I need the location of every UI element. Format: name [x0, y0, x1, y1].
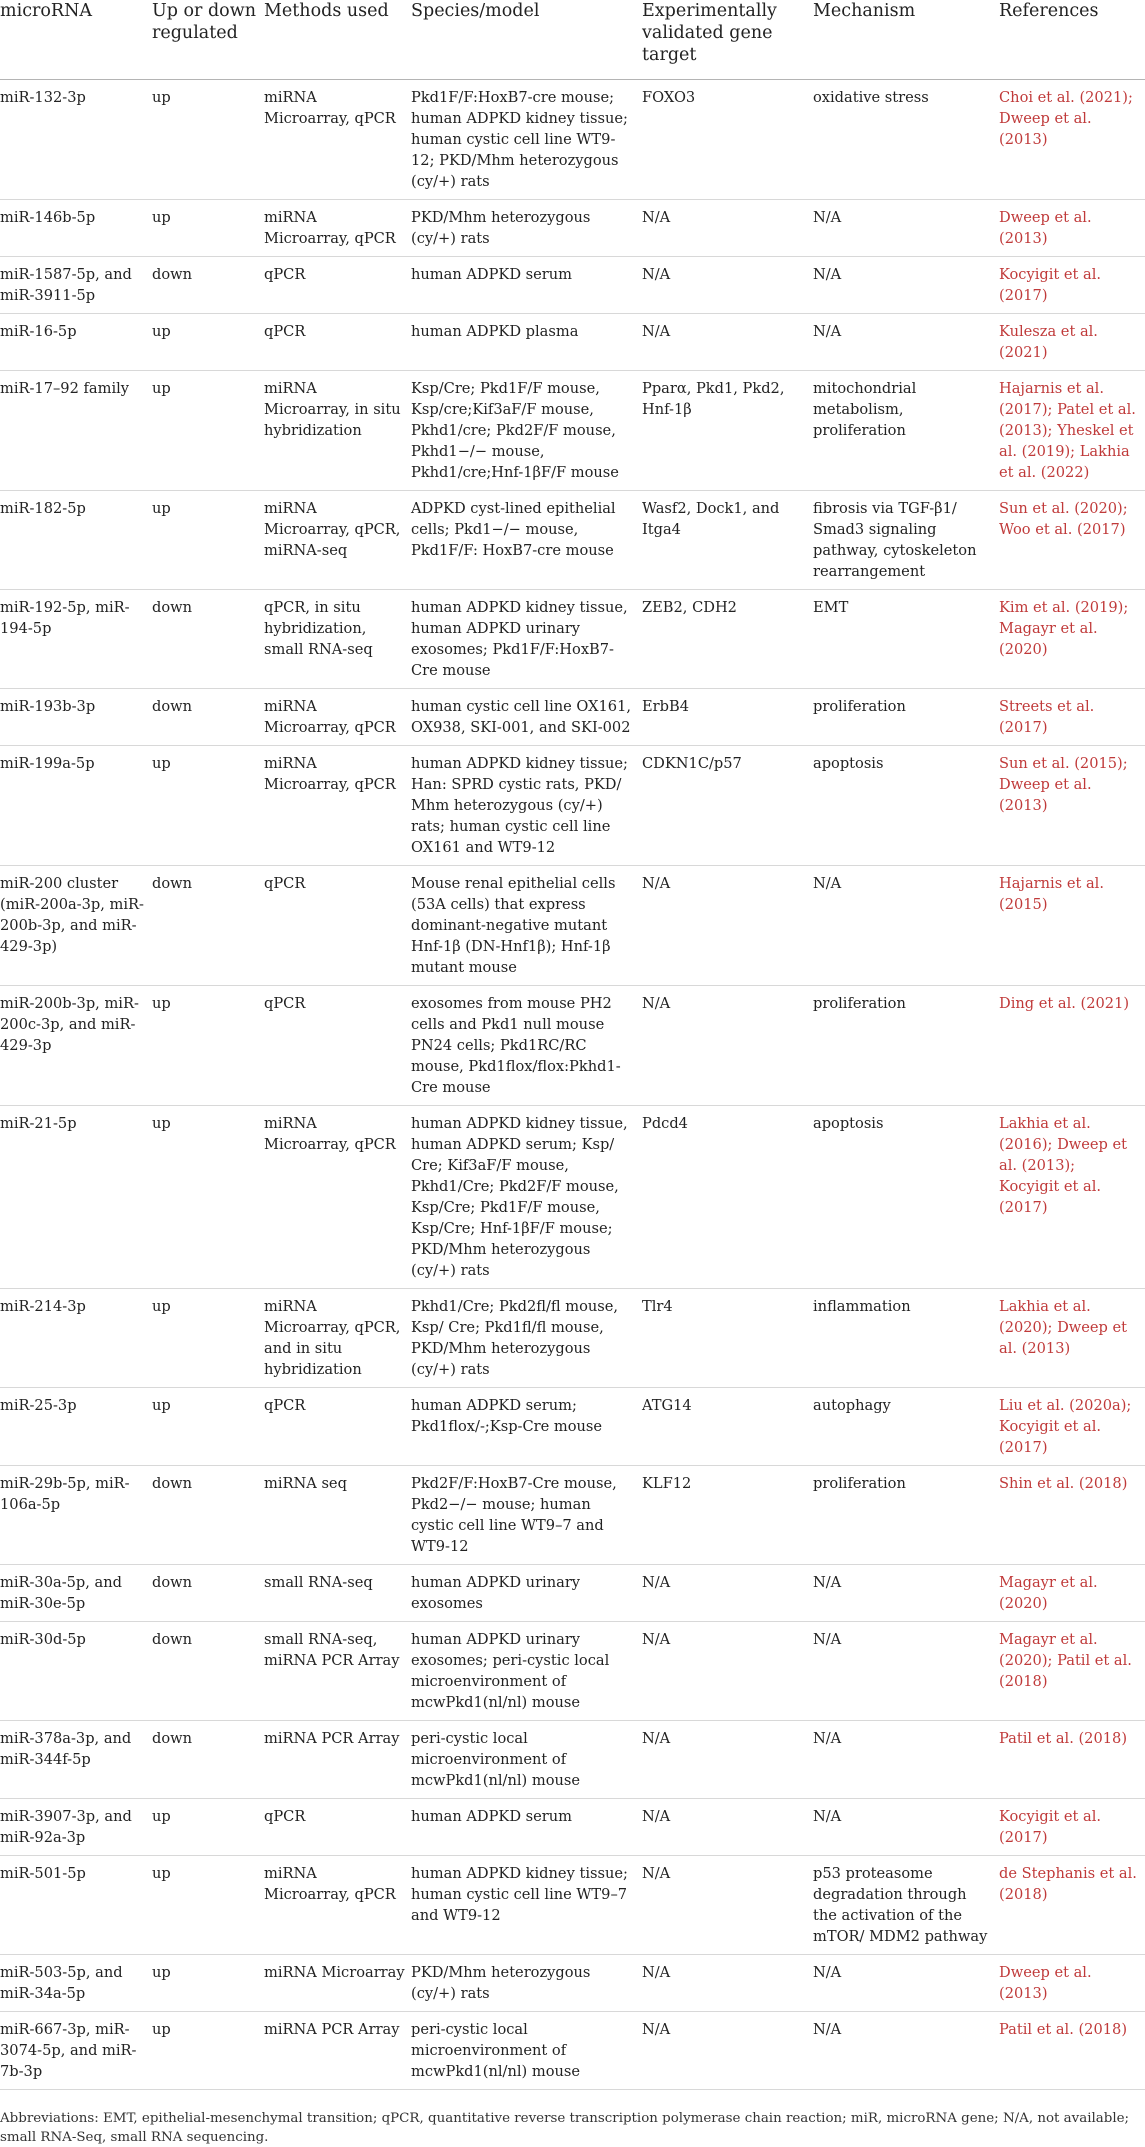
- header-species-model: Species/model: [411, 0, 642, 80]
- cell-gene-target: N/A: [642, 1955, 813, 2012]
- cell-methods: qPCR: [264, 257, 411, 314]
- cell-methods: qPCR, in situ hybridization, small RNA-seq: [264, 590, 411, 689]
- cell-references: Kocyigit et al. (2017): [999, 257, 1145, 314]
- cell-regulation: down: [152, 257, 264, 314]
- cell-mechanism: apoptosis: [813, 1106, 999, 1289]
- cell-regulation: down: [152, 689, 264, 746]
- cell-methods: miRNA PCR Array: [264, 2012, 411, 2090]
- cell-gene-target: N/A: [642, 1721, 813, 1799]
- cell-references: Hajarnis et al. (2017); Patel et al. (2013); Yheskel et al. (2019); Lakhia et al. (2022): [999, 371, 1145, 491]
- cell-regulation: up: [152, 314, 264, 371]
- table-row: [0, 1565, 1145, 1622]
- table-row: [0, 1955, 1145, 2012]
- header-methods: Methods used: [264, 0, 411, 80]
- cell-gene-target: ErbB4: [642, 689, 813, 746]
- cell-microrna: miR-3907-3p, and miR-92a-3p: [0, 1799, 152, 1856]
- cell-regulation: down: [152, 590, 264, 689]
- cell-methods: qPCR: [264, 986, 411, 1106]
- table-body: [0, 80, 1145, 2090]
- cell-gene-target: Pparα, Pkd1, Pkd2, Hnf-1β: [642, 371, 813, 491]
- cell-species-model: human ADPKD plasma: [411, 314, 642, 371]
- cell-regulation: up: [152, 1799, 264, 1856]
- cell-references: Lakhia et al. (2020); Dweep et al. (2013): [999, 1289, 1145, 1388]
- cell-methods: miRNA Microarray, in situ hybridization: [264, 371, 411, 491]
- cell-microrna: miR-29b-5p, miR-106a-5p: [0, 1466, 152, 1565]
- cell-references: Shin et al. (2018): [999, 1466, 1145, 1565]
- cell-gene-target: N/A: [642, 866, 813, 986]
- cell-regulation: up: [152, 1289, 264, 1388]
- cell-species-model: Mouse renal epithelial cells (53A cells) that express dominant-negative mutant Hnf-1β (DN-Hnf1β); Hnf-1β mutant mouse: [411, 866, 642, 986]
- table-row: [0, 746, 1145, 866]
- cell-methods: small RNA-seq: [264, 1565, 411, 1622]
- cell-species-model: human ADPKD urinary exosomes: [411, 1565, 642, 1622]
- cell-references: Hajarnis et al. (2015): [999, 866, 1145, 986]
- cell-methods: qPCR: [264, 866, 411, 986]
- cell-regulation: up: [152, 1955, 264, 2012]
- table-row: [0, 1721, 1145, 1799]
- table-row: [0, 257, 1145, 314]
- cell-references: Choi et al. (2021); Dweep et al. (2013): [999, 80, 1145, 200]
- cell-microrna: miR-132-3p: [0, 80, 152, 200]
- table-row: [0, 689, 1145, 746]
- cell-microrna: miR-192-5p, miR-194-5p: [0, 590, 152, 689]
- cell-mechanism: N/A: [813, 1955, 999, 2012]
- cell-references: Kulesza et al. (2021): [999, 314, 1145, 371]
- table-row: [0, 1388, 1145, 1466]
- cell-species-model: PKD/Mhm heterozygous (cy/+) rats: [411, 200, 642, 257]
- header-references: References: [999, 0, 1145, 80]
- cell-mechanism: N/A: [813, 1721, 999, 1799]
- cell-regulation: up: [152, 80, 264, 200]
- cell-microrna: miR-30d-5p: [0, 1622, 152, 1721]
- cell-mechanism: N/A: [813, 200, 999, 257]
- cell-gene-target: N/A: [642, 257, 813, 314]
- cell-regulation: up: [152, 746, 264, 866]
- cell-regulation: down: [152, 1622, 264, 1721]
- cell-gene-target: N/A: [642, 2012, 813, 2090]
- cell-mechanism: N/A: [813, 257, 999, 314]
- cell-microrna: miR-1587-5p, and miR-3911-5p: [0, 257, 152, 314]
- cell-gene-target: N/A: [642, 986, 813, 1106]
- cell-mechanism: N/A: [813, 1799, 999, 1856]
- cell-regulation: up: [152, 1856, 264, 1955]
- table-row: [0, 1856, 1145, 1955]
- cell-mechanism: oxidative stress: [813, 80, 999, 200]
- header-mechanism: Mechanism: [813, 0, 999, 80]
- cell-gene-target: ZEB2, CDH2: [642, 590, 813, 689]
- cell-references: Ding et al. (2021): [999, 986, 1145, 1106]
- cell-references: Dweep et al. (2013): [999, 200, 1145, 257]
- cell-methods: miRNA Microarray: [264, 1955, 411, 2012]
- table-footnote: [0, 2090, 1145, 2147]
- table-row: [0, 491, 1145, 590]
- cell-methods: miRNA Microarray, qPCR: [264, 689, 411, 746]
- cell-mechanism: proliferation: [813, 689, 999, 746]
- cell-species-model: human cystic cell line OX161, OX938, SKI-001, and SKI-002: [411, 689, 642, 746]
- table-row: [0, 1622, 1145, 1721]
- cell-mechanism: p53 proteasome degradation through the activation of the mTOR/ MDM2 pathway: [813, 1856, 999, 1955]
- cell-mechanism: EMT: [813, 590, 999, 689]
- cell-gene-target: CDKN1C/p57: [642, 746, 813, 866]
- cell-references: Magayr et al. (2020); Patil et al. (2018): [999, 1622, 1145, 1721]
- cell-mechanism: proliferation: [813, 1466, 999, 1565]
- table-row: [0, 1466, 1145, 1565]
- cell-regulation: up: [152, 491, 264, 590]
- cell-regulation: up: [152, 986, 264, 1106]
- header-microrna: microRNA: [0, 0, 152, 80]
- cell-mechanism: N/A: [813, 1622, 999, 1721]
- cell-regulation: up: [152, 1106, 264, 1289]
- cell-microrna: miR-200 cluster (miR-200a-3p, miR-200b-3p, and miR-429-3p): [0, 866, 152, 986]
- table-row: [0, 80, 1145, 200]
- cell-species-model: PKD/Mhm heterozygous (cy/+) rats: [411, 1955, 642, 2012]
- cell-microrna: miR-21-5p: [0, 1106, 152, 1289]
- cell-references: Patil et al. (2018): [999, 1721, 1145, 1799]
- cell-microrna: miR-30a-5p, and miR-30e-5p: [0, 1565, 152, 1622]
- cell-species-model: human ADPKD kidney tissue; human cystic cell line WT9–7 and WT9-12: [411, 1856, 642, 1955]
- cell-gene-target: N/A: [642, 314, 813, 371]
- cell-references: de Stephanis et al. (2018): [999, 1856, 1145, 1955]
- table-row: [0, 1106, 1145, 1289]
- cell-gene-target: N/A: [642, 1565, 813, 1622]
- cell-regulation: up: [152, 1388, 264, 1466]
- cell-microrna: miR-667-3p, miR-3074-5p, and miR-7b-3p: [0, 2012, 152, 2090]
- cell-gene-target: N/A: [642, 1856, 813, 1955]
- cell-mechanism: N/A: [813, 1565, 999, 1622]
- cell-regulation: up: [152, 371, 264, 491]
- cell-references: Sun et al. (2020); Woo et al. (2017): [999, 491, 1145, 590]
- table-row: [0, 1799, 1145, 1856]
- cell-mechanism: mitochondrial metabolism, proliferation: [813, 371, 999, 491]
- cell-regulation: down: [152, 1721, 264, 1799]
- cell-regulation: up: [152, 200, 264, 257]
- cell-methods: miRNA Microarray, qPCR, and in situ hybridization: [264, 1289, 411, 1388]
- cell-references: Magayr et al. (2020): [999, 1565, 1145, 1622]
- cell-references: Patil et al. (2018): [999, 2012, 1145, 2090]
- table-row: [0, 1289, 1145, 1388]
- table-row: [0, 590, 1145, 689]
- cell-species-model: human ADPKD kidney tissue, human ADPKD serum; Ksp/ Cre; Kif3aF/F mouse, Pkhd1/Cre; Pkd2F/F mouse, Ksp/Cre; Pkd1F/F mouse, Ksp/Cre; Hnf-1βF/F mouse; PKD/Mhm heterozygous (cy/+) rats: [411, 1106, 642, 1289]
- table-row: [0, 314, 1145, 371]
- cell-microrna: miR-200b-3p, miR-200c-3p, and miR-429-3p: [0, 986, 152, 1106]
- cell-regulation: down: [152, 1466, 264, 1565]
- cell-microrna: miR-193b-3p: [0, 689, 152, 746]
- cell-gene-target: KLF12: [642, 1466, 813, 1565]
- cell-gene-target: FOXO3: [642, 80, 813, 200]
- cell-methods: qPCR: [264, 1799, 411, 1856]
- cell-gene-target: Tlr4: [642, 1289, 813, 1388]
- cell-references: Kocyigit et al. (2017): [999, 1799, 1145, 1856]
- cell-regulation: down: [152, 866, 264, 986]
- table-header: [0, 0, 1145, 80]
- cell-microrna: miR-503-5p, and miR-34a-5p: [0, 1955, 152, 2012]
- cell-microrna: miR-378a-3p, and miR-344f-5p: [0, 1721, 152, 1799]
- cell-references: Lakhia et al. (2016); Dweep et al. (2013); Kocyigit et al. (2017): [999, 1106, 1145, 1289]
- cell-mechanism: fibrosis via TGF-β1/ Smad3 signaling pathway, cytoskeleton rearrangement: [813, 491, 999, 590]
- cell-species-model: Pkd2F/F:HoxB7-Cre mouse, Pkd2−/− mouse; human cystic cell line WT9–7 and WT9-12: [411, 1466, 642, 1565]
- cell-mechanism: apoptosis: [813, 746, 999, 866]
- cell-microrna: miR-214-3p: [0, 1289, 152, 1388]
- cell-methods: small RNA-seq, miRNA PCR Array: [264, 1622, 411, 1721]
- cell-references: Dweep et al. (2013): [999, 1955, 1145, 2012]
- cell-references: Streets et al. (2017): [999, 689, 1145, 746]
- cell-species-model: peri-cystic local microenvironment of mcwPkd1(nl/nl) mouse: [411, 1721, 642, 1799]
- cell-methods: qPCR: [264, 1388, 411, 1466]
- cell-regulation: up: [152, 2012, 264, 2090]
- cell-microrna: miR-25-3p: [0, 1388, 152, 1466]
- cell-microrna: miR-501-5p: [0, 1856, 152, 1955]
- cell-gene-target: N/A: [642, 1799, 813, 1856]
- table-row: [0, 2012, 1145, 2090]
- cell-microrna: miR-146b-5p: [0, 200, 152, 257]
- header-regulation: Up or down regulated: [152, 0, 264, 80]
- cell-methods: miRNA seq: [264, 1466, 411, 1565]
- cell-references: Kim et al. (2019); Magayr et al. (2020): [999, 590, 1145, 689]
- cell-species-model: human ADPKD serum; Pkd1flox/-;Ksp-Cre mouse: [411, 1388, 642, 1466]
- cell-mechanism: autophagy: [813, 1388, 999, 1466]
- cell-microrna: miR-182-5p: [0, 491, 152, 590]
- cell-species-model: human ADPKD serum: [411, 257, 642, 314]
- cell-species-model: human ADPKD urinary exosomes; peri-cystic local microenvironment of mcwPkd1(nl/nl) mouse: [411, 1622, 642, 1721]
- cell-methods: miRNA Microarray, qPCR: [264, 1856, 411, 1955]
- table-row: [0, 866, 1145, 986]
- table-row: [0, 986, 1145, 1106]
- header-row: [0, 0, 1145, 80]
- cell-methods: qPCR: [264, 314, 411, 371]
- cell-mechanism: N/A: [813, 314, 999, 371]
- cell-regulation: down: [152, 1565, 264, 1622]
- cell-methods: miRNA PCR Array: [264, 1721, 411, 1799]
- cell-species-model: ADPKD cyst-lined epithelial cells; Pkd1−/− mouse, Pkd1F/F: HoxB7-cre mouse: [411, 491, 642, 590]
- cell-species-model: exosomes from mouse PH2 cells and Pkd1 null mouse PN24 cells; Pkd1RC/RC mouse, Pkd1flox/flox:Pkhd1-Cre mouse: [411, 986, 642, 1106]
- cell-mechanism: N/A: [813, 2012, 999, 2090]
- cell-species-model: Pkd1F/F:HoxB7-cre mouse; human ADPKD kidney tissue; human cystic cell line WT9-12; PKD/Mhm heterozygous (cy/+) rats: [411, 80, 642, 200]
- cell-methods: miRNA Microarray, qPCR: [264, 80, 411, 200]
- table-row: [0, 371, 1145, 491]
- cell-species-model: human ADPKD kidney tissue; Han: SPRD cystic rats, PKD/ Mhm heterozygous (cy/+) rats; human cystic cell line OX161 and WT9-12: [411, 746, 642, 866]
- cell-microrna: miR-16-5p: [0, 314, 152, 371]
- cell-references: Sun et al. (2015); Dweep et al. (2013): [999, 746, 1145, 866]
- cell-gene-target: ATG14: [642, 1388, 813, 1466]
- cell-microrna: miR-199a-5p: [0, 746, 152, 866]
- cell-methods: miRNA Microarray, qPCR, miRNA-seq: [264, 491, 411, 590]
- cell-mechanism: inflammation: [813, 1289, 999, 1388]
- cell-species-model: Pkhd1/Cre; Pkd2fl/fl mouse, Ksp/ Cre; Pkd1fl/fl mouse, PKD/Mhm heterozygous (cy/+) rats: [411, 1289, 642, 1388]
- cell-species-model: peri-cystic local microenvironment of mcwPkd1(nl/nl) mouse: [411, 2012, 642, 2090]
- cell-references: Liu et al. (2020a); Kocyigit et al. (2017): [999, 1388, 1145, 1466]
- cell-mechanism: N/A: [813, 866, 999, 986]
- cell-gene-target: N/A: [642, 200, 813, 257]
- cell-gene-target: Wasf2, Dock1, and Itga4: [642, 491, 813, 590]
- cell-species-model: human ADPKD kidney tissue, human ADPKD urinary exosomes; Pkd1F/F:HoxB7-Cre mouse: [411, 590, 642, 689]
- cell-methods: miRNA Microarray, qPCR: [264, 1106, 411, 1289]
- cell-microrna: miR-17–92 family: [0, 371, 152, 491]
- table-row: [0, 200, 1145, 257]
- cell-mechanism: proliferation: [813, 986, 999, 1106]
- cell-gene-target: Pdcd4: [642, 1106, 813, 1289]
- header-gene-target: Experimentally validated gene target: [642, 0, 813, 80]
- cell-gene-target: N/A: [642, 1622, 813, 1721]
- cell-species-model: Ksp/Cre; Pkd1F/F mouse, Ksp/cre;Kif3aF/F mouse, Pkhd1/cre; Pkd2F/F mouse, Pkhd1−/− mouse, Pkhd1/cre;Hnf-1βF/F mouse: [411, 371, 642, 491]
- footnote-text: Abbreviations: EMT, epithelial-mesenchymal transition; qPCR, quantitative reverse transcription polymerase chain reaction; miR, microRNA gene; N/A, not available; small RNA-Seq, small RNA sequencing.: [0, 2111, 1130, 2145]
- cell-methods: miRNA Microarray, qPCR: [264, 200, 411, 257]
- cell-species-model: human ADPKD serum: [411, 1799, 642, 1856]
- cell-methods: miRNA Microarray, qPCR: [264, 746, 411, 866]
